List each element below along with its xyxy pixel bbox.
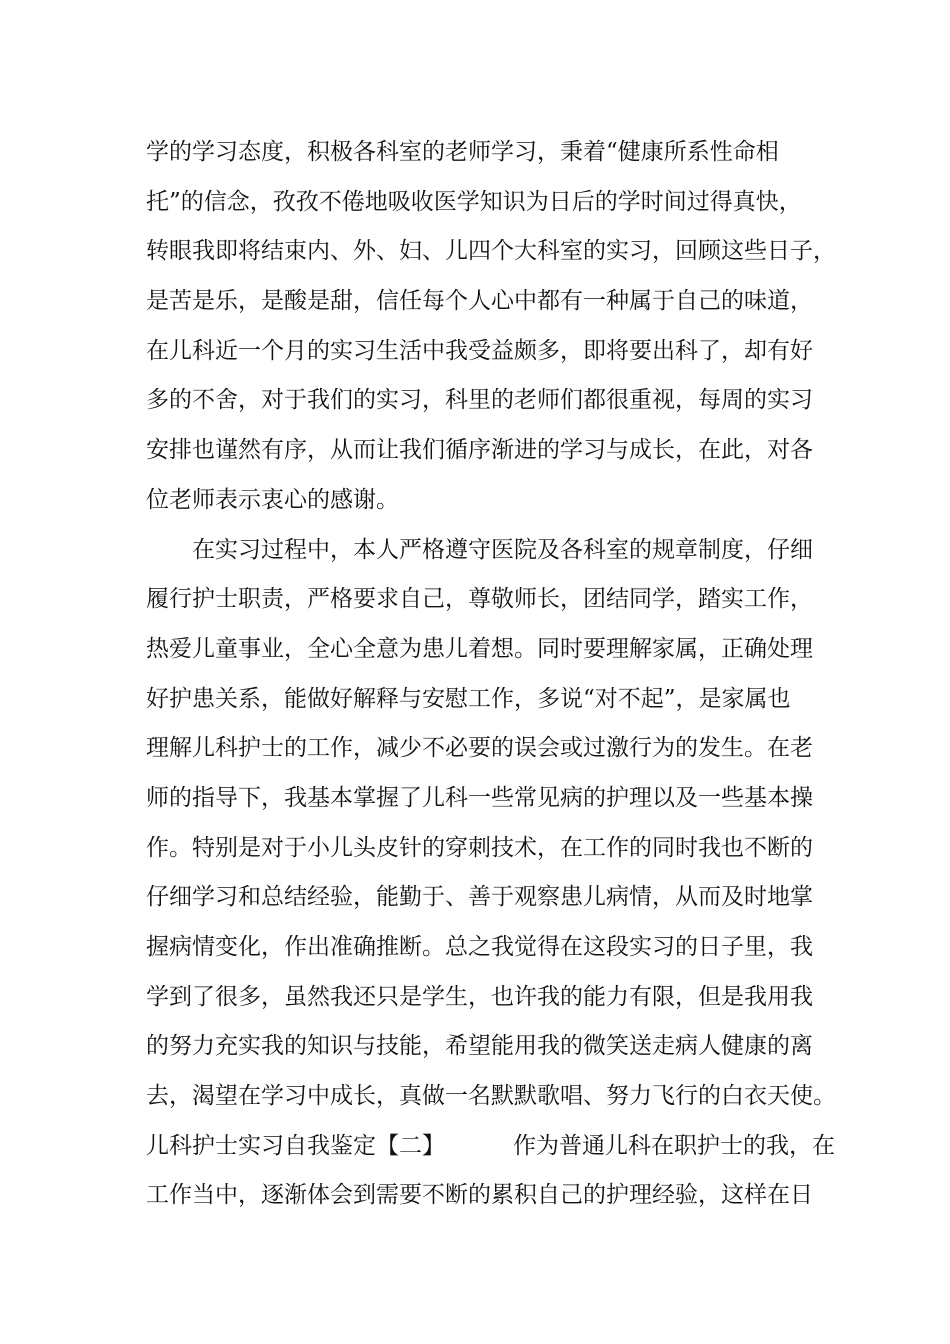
section-heading-line xyxy=(146,1122,836,1172)
text-line: 握病情变化，作出准确推断。总之我觉得在这段实习的日子里，我 xyxy=(146,934,813,960)
text-line: 位老师表示衷心的感谢。 xyxy=(146,486,399,513)
text-line: 理解儿科护士的工作，减少不必要的误会或过激行为的发生。在老 xyxy=(146,735,813,762)
text-line: 在儿科近一个月的实习生活中我受益颇多，即将要出科了，却有好 xyxy=(146,337,813,364)
text-line: 学到了很多，虽然我还只是学生，也许我的能力有限，但是我用我 xyxy=(146,983,813,1010)
text-line: 安排也谨然有序，从而让我们循序渐进的学习与成长，在此，对各 xyxy=(146,437,813,464)
text-line: 热爱儿童事业，全心全意为患儿着想。同时要理解家属，正确处理 xyxy=(146,635,813,662)
paragraph-start-line: 在实习过程中，本人严格遵守医院及各科室的规章制度，仔细 xyxy=(192,536,813,563)
text-line: 好护患关系，能做好解释与安慰工作，多说“对不起”，是家属也 xyxy=(146,685,791,712)
section-heading-continuation: 作为普通儿科在职护士的我，在 xyxy=(513,1132,835,1159)
body-text xyxy=(146,128,836,1221)
section-heading: 儿科护士实习自我鉴定【二】 xyxy=(146,1132,445,1159)
text-line: 履行护士职责，严格要求自己，尊敬师长，团结同学，踏实工作， xyxy=(146,586,813,613)
text-line: 的努力充实我的知识与技能，希望能用我的微笑送走病人健康的离 xyxy=(146,1033,813,1060)
text-line: 转眼我即将结束内、外、妇、儿四个大科室的实习，回顾这些日子， xyxy=(146,238,836,265)
text-line: 多的不舍，对于我们的实习，科里的老师们都很重视，每周的实习 xyxy=(146,387,813,414)
text-line: 托”的信念，孜孜不倦地吸收医学知识为日后的学时间过得真快， xyxy=(146,188,802,215)
text-line: 去，渴望在学习中成长，真做一名默默歌唱、努力飞行的白衣天使。 xyxy=(146,1083,836,1110)
text-line: 是苦是乐，是酸是甜，信任每个人心中都有一种属于自己的味道， xyxy=(146,288,813,315)
text-line: 工作当中，逐渐体会到需要不断的累积自己的护理经验，这样在日 xyxy=(146,1182,813,1209)
text-line: 仔细学习和总结经验，能勤于、善于观察患儿病情，从而及时地掌 xyxy=(146,884,813,911)
text-line: 作。特别是对于小儿头皮针的穿刺技术，在工作的同时我也不断的 xyxy=(146,834,813,861)
text-line: 学的学习态度，积极各科室的老师学习，秉着“健康所系性命相 xyxy=(146,139,779,165)
text-line: 师的指导下，我基本掌握了儿科一些常见病的护理以及一些基本操 xyxy=(146,784,813,811)
